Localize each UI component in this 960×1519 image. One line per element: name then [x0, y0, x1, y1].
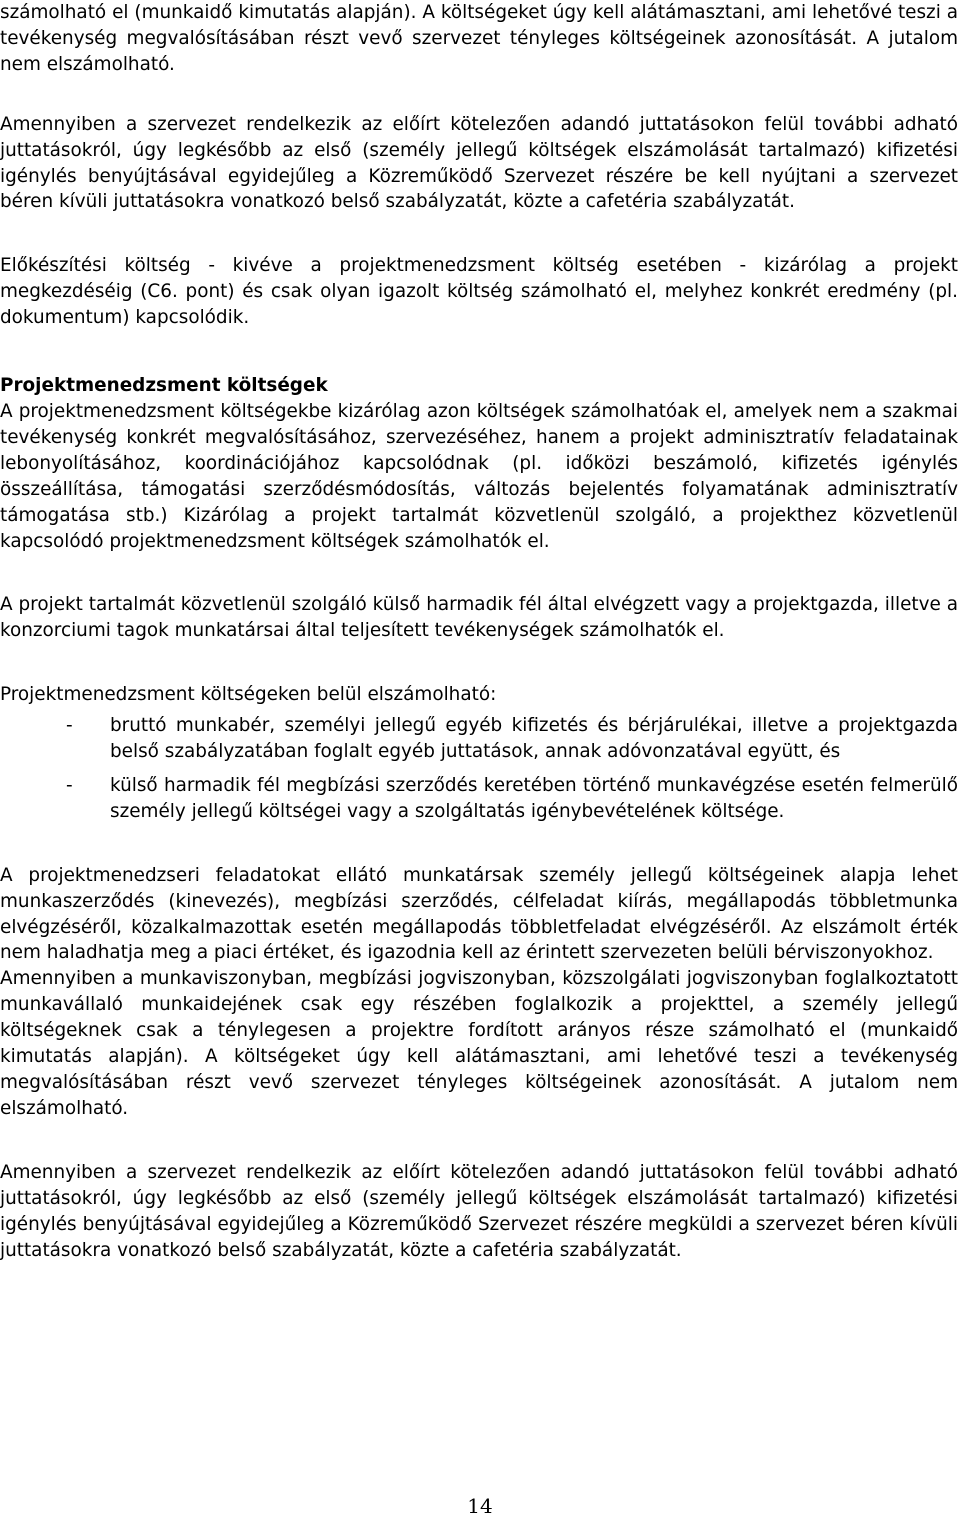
paragraph-list-intro: Projektmenedzsment költségeken belül elszámolható:: [0, 684, 497, 706]
page-number: 14: [467, 1494, 493, 1518]
paragraph-contract-basis: A projektmenedzseri feladatokat ellátó munkatársak személy jellegű költségeinek alapja lehet munkaszerződés (kinevezés), megbízási szerződés, célfeladat kiírás, megállapodás többletmunka elvégzéséről, közalkalmazottak esetén megállapodás többletfeladat elvégzéséről. Az elszámolt érték nem haladhatja meg a piaci értéket, és igazodnia kell az érintett szervezeten belüli bérviszonyokhoz.: [0, 864, 958, 964]
section-heading: Projektmenedzsment költségek: [0, 375, 328, 397]
list-dash: -: [66, 715, 73, 737]
paragraph-project-management-costs: A projektmenedzsment költségekbe kizárólag azon költségek számolhatóak el, amelyek nem a szakmai tevékenység konkrét megvalósításához, szervezéséhez, hanem a projekt adminisztratív feladatainak lebonyolításához, koordinációjához kapcsolódnak (pl. időközi beszámoló, kifizetés igénylés összeállítása, támogatási szerződésmódosítás, változás bejelentés folyamatának adminisztratív támogatása stb.) Kizárólag a projekt tartalmát közvetlenül szolgáló, a projekthez közvetlenül kapcsolódó projektmenedzsment költségek számolhatók el.: [0, 400, 958, 552]
list-item: [0, 773, 958, 825]
paragraph-benefits-regulation: Amennyiben a szervezet rendelkezik az előírt kötelezően adandó juttatásokon felül további adható juttatásokról, úgy legkésőbb az első (személy jellegű költségek elszámolását tartalmazó) kifizetési igénylés benyújtásával egyidejűleg a Közreműködő Szervezet részére be kell nyújtani a szervezet béren kívüli juttatásokra vonatkozó belső szabályzatát, közte a cafetéria szabályzatát.: [0, 113, 958, 213]
paragraph-cost-documentation: számolható el (munkaidő kimutatás alapján). A költségeket úgy kell alátámasztani, ami lehetővé teszi a tevékenység megvalósításában részt vevő szervezet tényleges költségeinek azonosítását. A jutalom nem elszámolható.: [0, 2, 958, 75]
list-dash: -: [66, 774, 73, 796]
list-item-text: bruttó munkabér, személyi jellegű egyéb kifizetés és bérjárulékai, illetve a projektgazda belső szabályzatában foglalt egyéb juttatások, annak adóvonzatával együtt, és: [110, 715, 958, 763]
list-item: [0, 713, 958, 765]
paragraph-benefits-regulation-submission: Amennyiben a szervezet rendelkezik az előírt kötelezően adandó juttatásokon felül további adható juttatásokról, úgy legkésőbb az első (személy jellegű költségek elszámolását tartalmazó) kifizetési igénylés benyújtásával egyidejűleg a Közreműködő Szervezet részére megküldi a szervezet béren kívüli juttatásokra vonatkozó belső szabályzatát, közte a cafetéria szabályzatát.: [0, 1161, 958, 1261]
paragraph-preparation-cost: Előkészítési költség - kivéve a projektmenedzsment költség esetében - kizárólag a projekt megkezdéséig (C6. pont) és csak olyan igazolt költség számolható el, melyhez konkrét eredmény (pl. dokumentum) kapcsolódik.: [0, 255, 958, 329]
list-item-text: külső harmadik fél megbízási szerződés keretében történő munkavégzése esetén felmerülő személy jellegű költségei vagy a szolgáltatás igénybevételének költsége.: [110, 774, 958, 822]
eligible-costs-list: [0, 713, 958, 825]
paragraph-eligible-activities: A projekt tartalmát közvetlenül szolgáló külső harmadik fél által elvégzett vagy a projektgazda, illetve a konzorciumi tagok munkatársai által teljesített tevékenységek számolhatók el.: [0, 594, 958, 642]
paragraph-partial-employment: Amennyiben a munkaviszonyban, megbízási jogviszonyban, közszolgálati jogviszonyban foglalkoztatott munkavállaló munkaidejének csak egy részében foglalkozik a projekttel, a személy jellegű költségeknek csak a ténylegesen a projektre fordított arányos része számolható el (munkaidő kimutatás alapján). A költségeket úgy kell alátámasztani, ami lehetővé teszi a tevékenység megvalósításában részt vevő szervezet tényleges költségeinek azonosítását. A jutalom nem elszámolható.: [0, 968, 958, 1119]
